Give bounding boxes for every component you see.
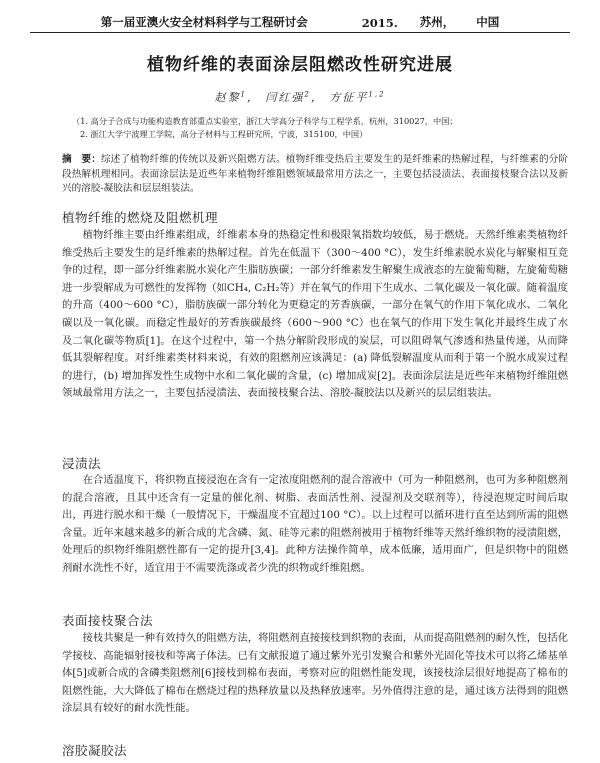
author-name: 方征平 [329, 91, 369, 104]
section-body: 在合适温度下，将织物直接浸泡在含有一定浓度阻燃剂的混合溶液中（可为一种阻燃剂，也可为多种阻燃剂的混合溶液，且其中还含有一定量的催化剂、树脂、表面活性剂、浸湿剂及交联剂等），待浸泡规定时间后取出，再进行脱水和干燥（一般情况下，干燥温度不宜超过100 °C）。以上过程可以循环进行直至达到所需的阻燃含量。近年来越来越多的新合成的尤含磷、氮、硅等元素的阻燃剂被用于植物纤维等天然纤维织物的浸渍阻燃，处理后的织物纤维阻燃性都有一定的提升[3,4]。此种方法操作简单，成本低廉，适用面广，但是织物中的阻燃剂耐水洗性不好，适宜用于不需要洗涤或者少洗的织物或纤维阻燃。 [62, 474, 568, 574]
affiliation-line: （1. 高分子合成与功能构造教育部重点实验室，浙江大学高分子科学与工程学系，杭州，310027，中国； [72, 116, 458, 126]
author-affiliation-mark: 1 [240, 90, 247, 99]
conference-name: 第一届亚澳火安全材料科学与工程研讨会 [100, 15, 308, 29]
section-body: 接枝共聚是一种有效持久的阻燃方法，将阻燃剂直接接枝到织物的表面，从而提高阻燃剂的耐久性，包括化学接枝、高能辐射接枝和等离子体法。已有文献报道了通过紫外光引发聚合和紫外光固化等技术可以将乙烯基单体[5]或新合成的含磷类阻燃剂[6]接枝到棉布表面，考察对应的阻燃性能发现，该接枝涂层很好地提高了棉布的阻燃性能，大大降低了棉布在燃烧过程的热释放量以及热释放速率。另外值得注意的是，通过该方法得到的阻燃涂层具有较好的耐水洗性能。 [62, 632, 568, 715]
author-affiliation-mark: 2 [304, 90, 311, 99]
section-heading: 表面接枝聚合法 [62, 613, 154, 628]
section-heading: 浸渍法 [62, 456, 102, 471]
section-heading: 溶胶凝胶法 [62, 743, 128, 758]
author-name: 闫红强 [265, 91, 305, 104]
abstract-label: 摘 要： [62, 154, 101, 165]
affiliation-line: 2. 浙江大学宁波理工学院，高分子材料与工程研究所，宁波，315100，中国） [80, 129, 368, 139]
affiliations [72, 115, 560, 141]
abstract [62, 153, 568, 197]
conference-city: 苏州， [419, 15, 455, 29]
running-header [30, 10, 570, 33]
author-list: 赵黎$^1$， 闫红强$^2$， 方征平$^{1,2}$ [214, 90, 386, 104]
conference-country: 中国 [476, 15, 500, 29]
author-name: 赵黎 [214, 91, 241, 104]
author-affiliation-mark: 1,2 [368, 90, 386, 99]
section-heading: 植物纤维的燃烧及阻燃机理 [62, 210, 219, 225]
abstract-text: 综述了植物纤维的传统以及新兴阻燃方法。植物纤维受热后主要发生的是纤维素的热解过程，与纤维素的分阶段热解机理相同。表面涂层法是近些年来植物纤维阻燃领域最常用方法之一，主要包括浸渍法、表面接枝聚合法以及新兴的溶胶-凝胶法和层层组装法。 [62, 154, 569, 194]
section-body: 植物纤维主要由纤维素组成，纤维素本身的热稳定性和极限氧指数均较低，易于燃烧。天然纤维素类植物纤维受热后主要发生的是纤维素的热解过程。首先在低温下（300～400 °C），发生纤维素脱水炭化与解聚相互竞争的过程，即一部分纤维素脱水炭化产生脂肪族碳；一部分纤维素发生解聚生成液态的左旋葡萄糖，左旋葡萄糖进一步裂解成为可燃性的发挥物（如CH₄, C₂H₂等）并在氧气的作用下生成水、二氧化碳及一氧化碳。随着温度的升高（400～600 °C），脂肪族碳一部分转化为更稳定的芳香族碳，一部分在氧气的作用下氧化成水、二氧化碳以及一氧化碳。而稳定性最好的芳香族碳最终（600～900 °C）也在氧气的作用下发生氧化并最终生成了水及二氧化碳等物质[1]。在这个过程中，第一个热分解阶段形成的炭层，可以阻碍氧气渗透和热量传递，从而降低其裂解程度。对纤维素类材料来说，有效的阻燃剂应该满足：(a) 降低裂解温度从而利于第一个脱水成炭过程的进行，(b) 增加挥发性生成物中水和二氧化碳的含量，(c) 增加成炭[2]。表面涂层法是近些年来植物纤维阻燃领域最常用方法之一，主要包括浸渍法、表面接枝聚合法、溶胶-凝胶法以及新兴的层层组装法。 [62, 229, 568, 400]
paper-title: 植物纤维的表面涂层阻燃改性研究进展 [147, 55, 453, 75]
conference-year: 2015. [361, 16, 398, 30]
